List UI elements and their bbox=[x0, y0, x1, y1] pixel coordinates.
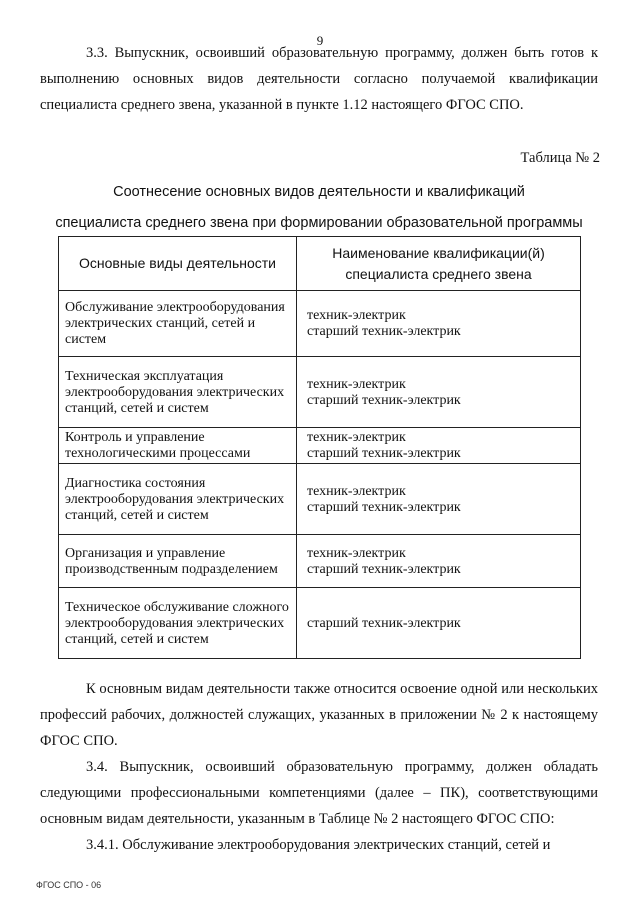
table-header-row bbox=[59, 237, 581, 291]
paragraph-3-4: 3.4. Выпускник, освоивший образовательную программу, должен обладать следующими профессиональными компетенциями (далее – ПК), соответствующими основным видам деятельности, указанным в Таблице № 2 настоящего ФГОС СПО: bbox=[40, 759, 598, 827]
table-row bbox=[59, 464, 581, 535]
activity-cell: Техническая эксплуатация электрооборудования электрических станций, сетей и систем bbox=[59, 357, 297, 428]
qualification-item: техник-электрик bbox=[307, 483, 406, 499]
qualification-item: техник-электрик bbox=[307, 376, 406, 392]
paragraph-3-4-1: 3.4.1. Обслуживание электрооборудования электрических станций, сетей и bbox=[86, 837, 551, 853]
table-header-activity: Основные виды деятельности bbox=[59, 237, 297, 291]
table-caption bbox=[40, 177, 598, 239]
table-row bbox=[59, 535, 581, 588]
qualification-item: техник-электрик bbox=[307, 545, 406, 561]
qualification-cell bbox=[297, 291, 581, 357]
qualification-item: техник-электрик bbox=[307, 308, 406, 323]
qualification-cell bbox=[297, 588, 581, 659]
table-caption-line-2: специалиста среднего звена при формировании образовательной программы bbox=[55, 215, 583, 231]
table-row bbox=[59, 428, 581, 464]
paragraph-additional-activities: К основным видам деятельности также относится освоение одной или нескольких профессий рабочих, должностей служащих, указанных в приложении № 2 к настоящему ФГОС СПО. bbox=[40, 681, 598, 749]
qualification-cell bbox=[297, 535, 581, 588]
activity-cell: Организация и управление производственным подразделением bbox=[59, 535, 297, 588]
table-caption-line-1: Соотнесение основных видов деятельности и квалификаций bbox=[113, 184, 525, 200]
qualification-item: старший техник-электрик bbox=[307, 324, 461, 339]
activity-cell: Контроль и управление технологическими процессами bbox=[59, 428, 297, 464]
table-header-qualification: Наименование квалификации(й) специалиста среднего звена bbox=[297, 237, 581, 291]
qualification-item: техник-электрик bbox=[307, 430, 406, 445]
qualification-cell bbox=[297, 428, 581, 464]
qualification-item: старший техник-электрик bbox=[307, 446, 461, 461]
table-row bbox=[59, 357, 581, 428]
qualification-item: старший техник-электрик bbox=[307, 615, 461, 631]
table-number: Таблица № 2 bbox=[520, 150, 600, 166]
table-row bbox=[59, 588, 581, 659]
activity-cell: Обслуживание электрооборудования электрических станций, сетей и систем bbox=[59, 291, 297, 357]
qualification-cell bbox=[297, 357, 581, 428]
qualification-item: старший техник-электрик bbox=[307, 499, 461, 515]
footer-label: ФГОС СПО - 06 bbox=[36, 880, 102, 890]
table-row bbox=[59, 291, 581, 357]
qualifications-table bbox=[58, 236, 581, 659]
page-number: 9 bbox=[316, 33, 324, 48]
paragraph-3-3: 3.3. Выпускник, освоивший образовательную программу, должен быть готов к выполнению основных видов деятельности согласно получаемой квалификации специалиста среднего звена, указанной в пункте 1.12 настоящего ФГОС СПО. bbox=[40, 45, 598, 113]
activity-cell: Техническое обслуживание сложного электрооборудования электрических станций, сетей и систем bbox=[59, 588, 297, 659]
qualification-item: старший техник-электрик bbox=[307, 561, 461, 577]
qualification-cell bbox=[297, 464, 581, 535]
qualification-item: старший техник-электрик bbox=[307, 392, 461, 408]
activity-cell: Диагностика состояния электрооборудования электрических станций, сетей и систем bbox=[59, 464, 297, 535]
